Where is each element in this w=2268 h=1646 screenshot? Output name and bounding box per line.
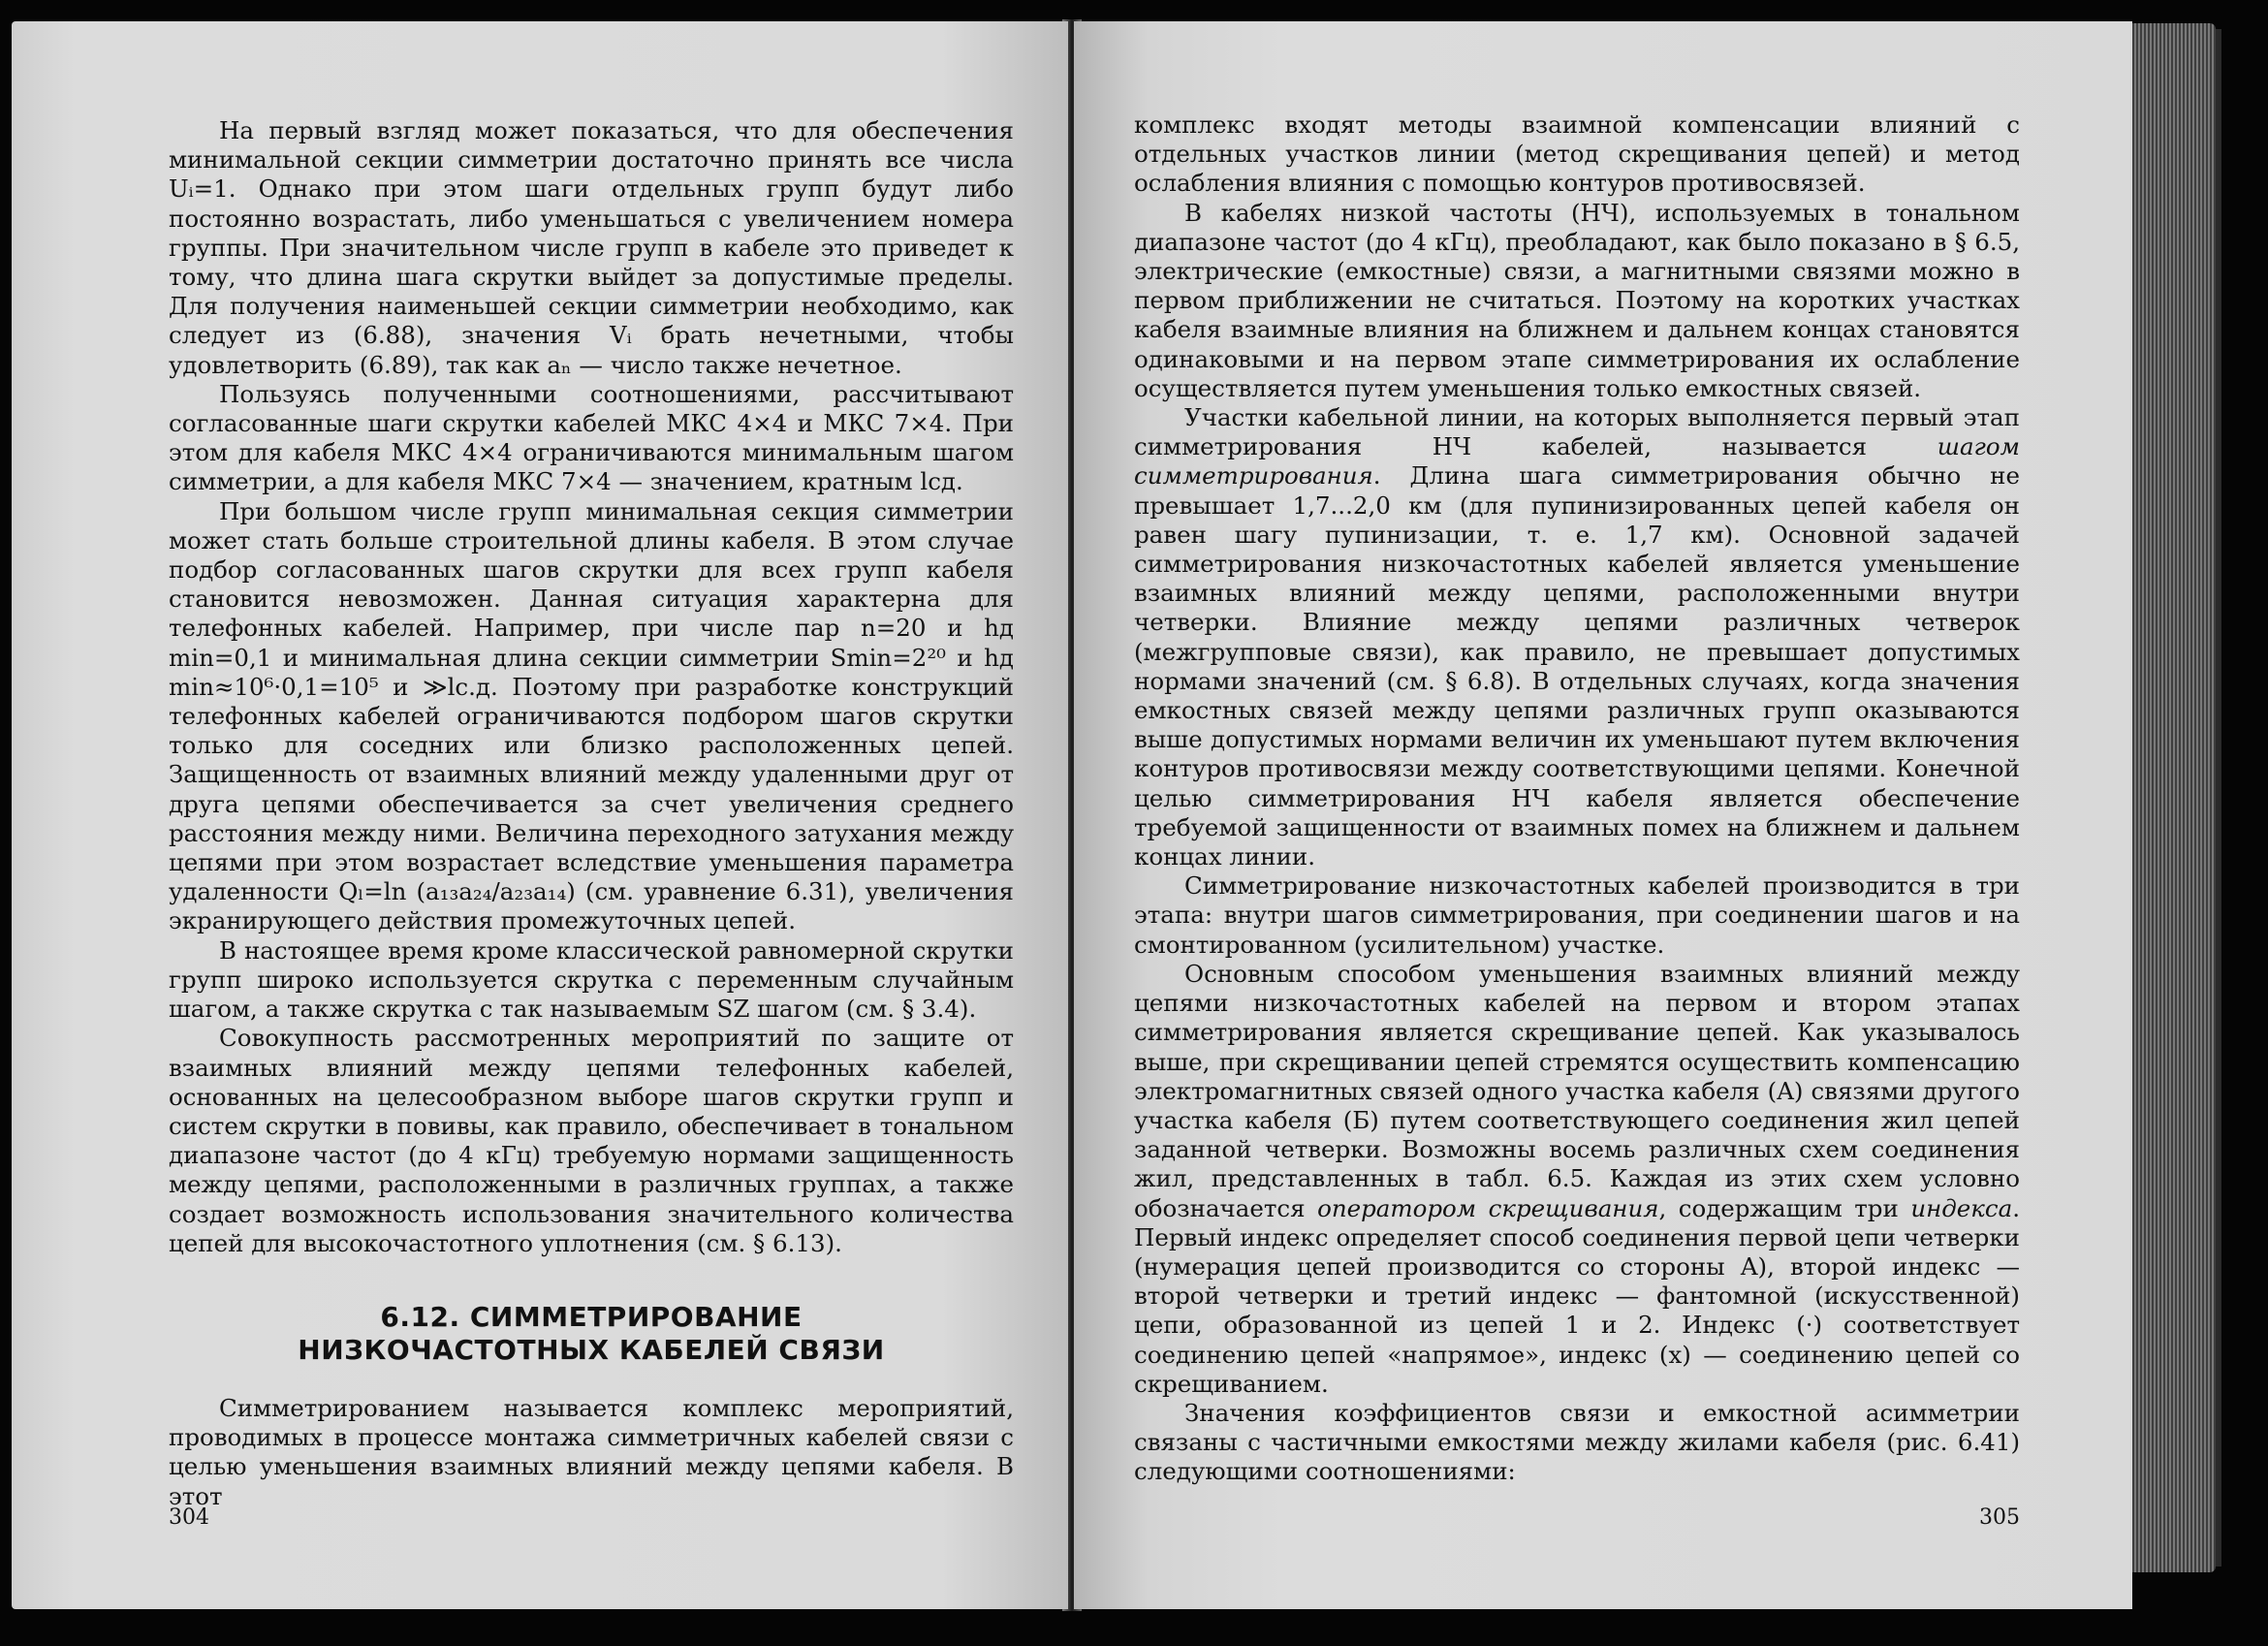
page-edges — [2130, 23, 2216, 1572]
italic-term: индекса — [1910, 1193, 2013, 1222]
left-page — [12, 21, 1068, 1609]
page-number-left: 304 — [169, 1505, 209, 1530]
text-run: Основным способом уменьшения взаимных влияний между цепями низкочастотных кабелей на первом и втором этапах симметрирования является скрещивание цепей. Как указывалось выше, при скрещивании цепей стремятся осуществить компенсацию электромагнитных связей одного участка кабеля (A) связями другого участка кабеля (Б) путем соответствующего соединения жил цепей заданной четверки. Возможны восемь различных схем соединения жил, представленных в табл. 6.5. Каждая из этих схем условно обозначается — [1134, 959, 2020, 1222]
italic-term: оператором скрещивания — [1317, 1193, 1659, 1222]
text-run: , содержащим три — [1658, 1193, 1911, 1222]
paragraph: Значения коэффициентов связи и емкостной асимметрии связаны с частичными емкостями между жилами кабеля (рис. 6.41) следующими соотношениями: — [1134, 1398, 2020, 1486]
text-run: . Длина шага симметрирования обычно не превышает 1,7...2,0 км (для пупинизированных цепей кабеля он равен шагу пупинизации, т. е. 1,7 км). Основной задачей симметрирования низкочастотных кабелей является уменьшение взаимных влияний между цепями, расположенными внутри четверки. Влияние между цепями различных четверок (межгрупповые связи), как правило, не превышает допустимых нормами значений (см. § 6.8). В отдельных случаях, когда значения емкостных связей между цепями различных групп оказываются выше допустимых нормами величин их уменьшают путем включения контуров противосвязи между соответствующими цепями. Конечной целью симметрирования НЧ кабеля является обеспечение требуемой защищенности от взаимных помех на ближнем и дальнем концах линии. — [1134, 461, 2020, 871]
right-page — [1074, 21, 2132, 1609]
paragraph: На первый взгляд может показаться, что для обеспечения минимальной секции симметрии достаточно принять все числа Uᵢ=1. Однако при этом шаги отдельных групп будут либо постоянно возрастать, либо уменьшаться с увеличением номера группы. При значительном числе групп в кабеле это приведет к тому, что длина шага скрутки выйдет за допустимые пределы. Для получения наименьшей секции симметрии необходимо, как следует из (6.88), значения Vᵢ брать нечетными, чтобы удовлетворить (6.89), так как aₙ — число также нечетное. — [169, 116, 1014, 379]
section-heading-line1: 6.12. СИММЕТРИРОВАНИЕ — [380, 1300, 803, 1333]
text-run: Участки кабельной линии, на которых выполняется первый этап симметрирования НЧ кабелей, называется — [1134, 403, 2020, 461]
paragraph: При большом числе групп минимальная секция симметрии может стать больше строительной длины кабеля. В этом случае подбор согласованных шагов скрутки для всех групп кабеля становится невозможен. Данная ситуация характерна для телефонных кабелей. Например, при числе пар n=20 и hд min=0,1 и минимальная длина секции симметрии Smin=2²⁰ и hд min≈10⁶·0,1=10⁵ и ≫lс.д. Поэтому при разработке конструкций телефонных кабелей ограничиваются подбором шагов скрутки только для соседних или близко расположенных цепей. Защищенность от взаимных влияний между удаленными друг от друга цепями обеспечивается за счет увеличения среднего расстояния между ними. Величина переходного затухания между цепями при этом возрастает вследствие уменьшения параметра удаленности Qₗ=ln (a₁₃a₂₄/a₂₃a₁₄) (см. уравнение 6.31), увеличения экранирующего действия промежуточных цепей. — [169, 496, 1014, 935]
paragraph — [1134, 960, 2020, 1399]
paragraph: Совокупность рассмотренных мероприятий по защите от взаимных влияний между цепями телефонных кабелей, основанных на целесообразном выборе шагов скрутки групп и систем скрутки в повивы, как правило, обеспечивает в тональном диапазоне частот (до 4 кГц) требуемую нормами защищенность между цепями, расположенными в различных группах, а также создает возможность использования значительного количества цепей для высокочастотного уплотнения (см. § 6.13). — [169, 1024, 1014, 1257]
paragraph: В кабелях низкой частоты (НЧ), используемых в тональном диапазоне частот (до 4 кГц), преобладают, как было показано в § 6.5, электрические (емкостные) связи, а магнитными связями можно в первом приближении не считаться. Поэтому на коротких участках кабеля взаимные влияния на ближнем и дальнем концах становятся одинаковыми и на первом этапе симметрирования их ослабление осуществляется путем уменьшения только емкостных связей. — [1134, 198, 2020, 402]
paragraph: В настоящее время кроме классической равномерной скрутки групп широко используется скрутка с переменным случайным шагом, а также скрутка с так называемым SZ шагом (см. § 3.4). — [169, 935, 1014, 1024]
italic-term: шагом симметрирования — [1134, 432, 2020, 491]
paragraph-continuation: комплекс входят методы взаимной компенсации влияний с отдельных участков линии (метод скрещивания цепей) и метод ослабления влияния с помощью контуров противосвязей. — [1134, 111, 2020, 198]
page-number-right: 305 — [1979, 1505, 2020, 1530]
paragraph — [1134, 403, 2020, 871]
paragraph: Симметрированием называется комплекс мероприятий, проводимых в процессе монтажа симметричных кабелей связи с целью уменьшения взаимных влияний между цепями кабеля. В этот — [169, 1393, 1014, 1510]
section-heading — [169, 1301, 1014, 1367]
paragraph: Пользуясь полученными соотношениями, рассчитывают согласованные шаги скрутки кабелей МКС 4×4 и МКС 7×4. При этом для кабеля МКС 4×4 ограничиваются минимальным шагом симметрии, а для кабеля МКС 7×4 — значением, кратным lсд. — [169, 379, 1014, 496]
section-heading-line2: НИЗКОЧАСТОТНЫХ КАБЕЛЕЙ СВЯЗИ — [298, 1333, 885, 1366]
paragraph: Симметрирование низкочастотных кабелей производится в три этапа: внутри шагов симметрирования, при соединении шагов и на смонтированном (усилительном) участке. — [1134, 871, 2020, 959]
text-run: . Первый индекс определяет способ соединения первой цепи четверки (нумерация цепей производится со стороны A), второй индекс — второй четверки и третий индекс — фантомной (искусственной) цепи, образованной из цепей 1 и 2. Индекс (·) соответствует соединению цепей «напрямое», индекс (x) — соединению цепей со скрещиванием. — [1134, 1193, 2021, 1398]
cover-edge — [2216, 29, 2221, 1567]
